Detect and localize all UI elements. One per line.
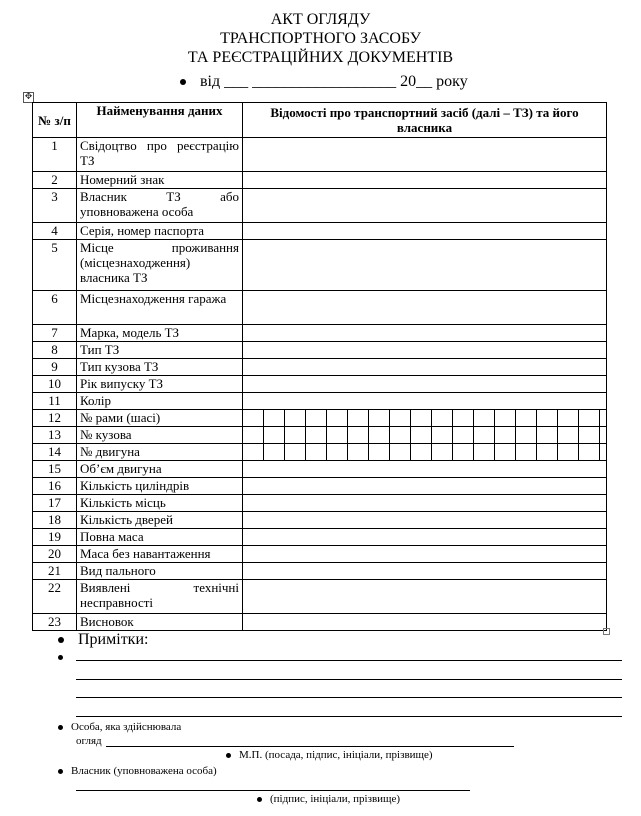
row-number: 19	[33, 529, 77, 546]
row-number: 6	[33, 291, 77, 325]
row-label: Місце проживання (місцезнаходження) власника ТЗ	[77, 240, 243, 291]
date-line	[180, 73, 468, 91]
inspector-label-text: Особа, яка здійснювала	[71, 721, 182, 733]
row-label: Власник ТЗ або уповноважена особа	[77, 189, 243, 223]
table-row	[33, 291, 607, 325]
row-label: Висновок	[77, 614, 243, 631]
owner-signature-line[interactable]	[76, 790, 470, 791]
doc-title-line2: ТРАНСПОРТНОГО ЗАСОБУ	[220, 30, 421, 47]
character-box[interactable]	[390, 427, 411, 443]
character-box[interactable]	[411, 427, 432, 443]
character-box[interactable]	[537, 410, 558, 426]
character-box[interactable]	[516, 444, 537, 460]
notes-line-4[interactable]	[76, 716, 622, 717]
row-label: Виявлені технічні несправності	[77, 580, 243, 614]
table-row	[33, 614, 607, 631]
character-box[interactable]	[474, 427, 495, 443]
character-box[interactable]	[369, 444, 390, 460]
table-row	[33, 512, 607, 529]
table-row	[33, 580, 607, 614]
notes-line-2[interactable]	[76, 679, 622, 680]
character-box[interactable]	[306, 410, 327, 426]
bullet-icon	[226, 753, 231, 758]
owner-label	[58, 765, 217, 777]
character-box[interactable]	[516, 427, 537, 443]
row-value-cell[interactable]	[243, 189, 607, 223]
bullet-icon	[257, 797, 262, 802]
character-box[interactable]	[264, 427, 285, 443]
row-number: 18	[33, 512, 77, 529]
character-box[interactable]	[453, 410, 474, 426]
row-number: 15	[33, 461, 77, 478]
character-box[interactable]	[285, 427, 306, 443]
inspector-signature-line[interactable]	[106, 746, 514, 747]
character-box[interactable]	[432, 410, 453, 426]
row-label: № двигуна	[77, 444, 243, 461]
character-box[interactable]	[453, 444, 474, 460]
bullet-icon	[58, 769, 63, 774]
table-row	[33, 223, 607, 240]
character-box[interactable]	[579, 410, 600, 426]
row-label: Кількість циліндрів	[77, 478, 243, 495]
row-value-cell[interactable]	[243, 291, 607, 325]
row-label: Номерний знак	[77, 172, 243, 189]
character-box[interactable]	[243, 444, 264, 460]
notes-line-1[interactable]	[76, 660, 622, 661]
character-box[interactable]	[558, 427, 579, 443]
table-row	[33, 393, 607, 410]
character-boxes	[243, 410, 606, 426]
character-box[interactable]	[537, 444, 558, 460]
table-row	[33, 444, 607, 461]
inspector-caption	[226, 749, 433, 761]
row-label: Тип кузова ТЗ	[77, 359, 243, 376]
table-row	[33, 325, 607, 342]
character-box[interactable]	[411, 444, 432, 460]
row-value-cell[interactable]	[243, 512, 607, 529]
row-number: 2	[33, 172, 77, 189]
row-number: 23	[33, 614, 77, 631]
row-value-cell[interactable]	[243, 376, 607, 393]
character-box[interactable]	[579, 444, 600, 460]
row-value-cell[interactable]	[243, 410, 607, 427]
character-box[interactable]	[348, 410, 369, 426]
table-resize-handle-icon[interactable]	[603, 628, 610, 635]
character-box[interactable]	[327, 444, 348, 460]
row-value-cell[interactable]	[243, 138, 607, 172]
row-label: Тип ТЗ	[77, 342, 243, 359]
row-label: Рік випуску ТЗ	[77, 376, 243, 393]
notes-heading	[58, 631, 148, 649]
row-label: № рами (шасі)	[77, 410, 243, 427]
row-value-cell[interactable]	[243, 223, 607, 240]
table-row	[33, 359, 607, 376]
row-number: 13	[33, 427, 77, 444]
character-boxes	[243, 444, 606, 460]
character-box[interactable]	[327, 410, 348, 426]
table-row	[33, 495, 607, 512]
character-box[interactable]	[495, 410, 516, 426]
notes-line-3[interactable]	[76, 697, 622, 698]
owner-label-text: Власник (уповноважена особа)	[71, 765, 217, 777]
character-box[interactable]	[306, 427, 327, 443]
inspector-label	[58, 721, 181, 733]
table-row	[33, 410, 607, 427]
table-row	[33, 240, 607, 291]
character-box[interactable]	[579, 427, 600, 443]
row-value-cell[interactable]	[243, 478, 607, 495]
row-label: Кількість місць	[77, 495, 243, 512]
character-box[interactable]	[432, 444, 453, 460]
date-line-text: від ___ __________________ 20__ року	[200, 73, 468, 90]
row-number: 7	[33, 325, 77, 342]
character-box[interactable]	[243, 410, 264, 426]
character-box[interactable]	[285, 444, 306, 460]
character-box[interactable]	[453, 427, 474, 443]
bullet-icon	[180, 79, 186, 85]
character-box[interactable]	[411, 410, 432, 426]
row-number: 1	[33, 138, 77, 172]
row-label: Маса без навантаження	[77, 546, 243, 563]
row-value-cell[interactable]	[243, 325, 607, 342]
owner-caption-text: (підпис, ініціали, прізвище)	[270, 793, 401, 805]
inspector-caption-text: М.П. (посада, підпис, ініціали, прізвище)	[239, 749, 433, 761]
character-box[interactable]	[264, 444, 285, 460]
character-box[interactable]	[537, 427, 558, 443]
row-value-cell[interactable]	[243, 529, 607, 546]
row-number: 16	[33, 478, 77, 495]
row-value-cell[interactable]	[243, 342, 607, 359]
table-row	[33, 342, 607, 359]
character-box[interactable]	[306, 444, 327, 460]
table-row	[33, 563, 607, 580]
row-number: 11	[33, 393, 77, 410]
row-value-cell[interactable]	[243, 563, 607, 580]
row-label: Свідоцтво про реєстрацію ТЗ	[77, 138, 243, 172]
character-box[interactable]	[558, 444, 579, 460]
character-box[interactable]	[264, 410, 285, 426]
character-box[interactable]	[558, 410, 579, 426]
bullet-icon	[58, 637, 64, 643]
character-box[interactable]	[474, 444, 495, 460]
character-box[interactable]	[243, 427, 264, 443]
notes-heading-text: Примітки:	[78, 631, 149, 648]
row-label: Колір	[77, 393, 243, 410]
row-value-cell[interactable]	[243, 444, 607, 461]
row-number: 5	[33, 240, 77, 291]
row-value-cell[interactable]	[243, 427, 607, 444]
table-move-handle-icon[interactable]: ✥	[24, 92, 33, 102]
table-row	[33, 461, 607, 478]
doc-title-line1: АКТ ОГЛЯДУ	[270, 11, 371, 28]
row-label: Повна маса	[77, 529, 243, 546]
inspector-label-2: огляд	[76, 735, 102, 747]
character-boxes	[243, 427, 606, 443]
row-number: 21	[33, 563, 77, 580]
table-row	[33, 172, 607, 189]
row-value-cell[interactable]	[243, 546, 607, 563]
character-box[interactable]	[348, 427, 369, 443]
row-label: Кількість дверей	[77, 512, 243, 529]
row-number: 12	[33, 410, 77, 427]
row-value-cell[interactable]	[243, 359, 607, 376]
row-value-cell[interactable]	[243, 172, 607, 189]
row-number: 22	[33, 580, 77, 614]
row-label: Марка, модель ТЗ	[77, 325, 243, 342]
row-number: 10	[33, 376, 77, 393]
character-box[interactable]	[432, 427, 453, 443]
row-value-cell[interactable]	[243, 461, 607, 478]
row-value-cell[interactable]	[243, 240, 607, 291]
row-number: 14	[33, 444, 77, 461]
character-box[interactable]	[327, 427, 348, 443]
row-value-cell[interactable]	[243, 580, 607, 614]
table-row	[33, 376, 607, 393]
bullet-icon	[58, 655, 63, 660]
owner-caption	[257, 793, 400, 805]
header-info: Відомості про транспортний засіб (далі – ТЗ) та його власника	[243, 103, 607, 138]
header-num: № з/п	[33, 103, 77, 138]
character-box[interactable]	[495, 444, 516, 460]
row-value-cell[interactable]	[243, 393, 607, 410]
row-label: № кузова	[77, 427, 243, 444]
row-number: 8	[33, 342, 77, 359]
inspection-table	[32, 102, 607, 631]
row-value-cell[interactable]	[243, 614, 607, 631]
bullet-icon	[58, 725, 63, 730]
table-row	[33, 546, 607, 563]
row-number: 9	[33, 359, 77, 376]
character-box[interactable]	[495, 427, 516, 443]
character-box[interactable]	[390, 444, 411, 460]
character-box[interactable]	[516, 410, 537, 426]
row-label: Об’єм двигуна	[77, 461, 243, 478]
table-row	[33, 138, 607, 172]
row-value-cell[interactable]	[243, 495, 607, 512]
row-label: Місцезнаходження гаража	[77, 291, 243, 325]
character-box[interactable]	[390, 410, 411, 426]
row-number: 17	[33, 495, 77, 512]
row-label: Вид пального	[77, 563, 243, 580]
doc-title-line3: ТА РЕЄСТРАЦІЙНИХ ДОКУМЕНТІВ	[187, 49, 454, 66]
table-row	[33, 529, 607, 546]
row-number: 3	[33, 189, 77, 223]
character-box[interactable]	[474, 410, 495, 426]
row-number: 4	[33, 223, 77, 240]
table-row	[33, 478, 607, 495]
character-box[interactable]	[285, 410, 306, 426]
table-row	[33, 427, 607, 444]
character-box[interactable]	[348, 444, 369, 460]
row-label: Серія, номер паспорта	[77, 223, 243, 240]
table-row	[33, 189, 607, 223]
character-box[interactable]	[369, 410, 390, 426]
row-number: 20	[33, 546, 77, 563]
header-name: Найменування даних	[77, 103, 243, 138]
character-box[interactable]	[369, 427, 390, 443]
